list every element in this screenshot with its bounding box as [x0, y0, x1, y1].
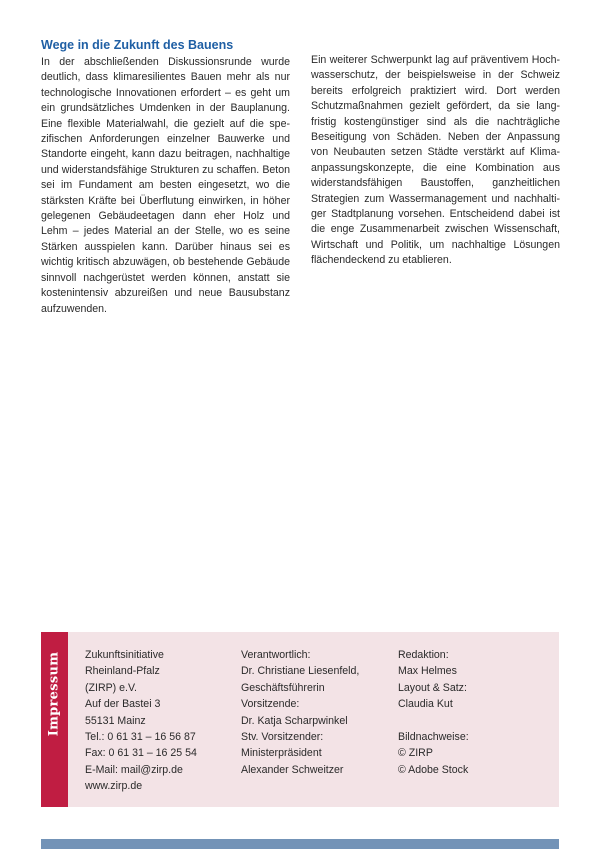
chair-label: Vorsitzende: — [241, 698, 300, 711]
org-name-line-2: Rheinland-Pfalz — [85, 665, 160, 678]
org-website: www.zirp.de — [85, 780, 143, 793]
layout-label: Layout & Satz: — [398, 681, 467, 694]
editorial-label: Redaktion: — [398, 649, 449, 661]
impressum-editorial-column — [398, 647, 469, 778]
org-fax: Fax: 0 61 31 – 16 25 54 — [85, 747, 197, 760]
org-city: 55131 Mainz — [85, 714, 146, 727]
org-email: E-Mail: mail@zirp.de — [85, 763, 183, 776]
image-credit-adobe: © Adobe Stock — [398, 763, 469, 776]
article-heading: Wege in die Zukunft des Bauens — [41, 38, 234, 52]
impressum-title: Impressum — [46, 651, 62, 737]
layout-name: Claudia Kut — [398, 698, 453, 711]
impressum-responsible-column — [241, 647, 359, 778]
org-name-line-1: Zukunftsinitiative — [85, 649, 164, 661]
image-credit-zirp: © ZIRP — [398, 747, 433, 760]
image-credits-label: Bildnachweise: — [398, 731, 469, 744]
editor-name: Max Helmes — [398, 665, 457, 678]
impressum-side-bar — [41, 632, 68, 807]
article-text-right-column: Ein weiterer Schwerpunkt lag auf präventivem Hochwasserschutz, der beispielsweise in der Schweiz bereits erfolgreich praktiziert wird. Dort werden Schutzmaßnahmen gezielt gefördert, da sie langfristig kostengünstiger sind als die nachträgliche Beseitigung von Schäden. Neben der Anpassung von Neubauten setzen Städte verstärkt auf Klimaanpassungskonzepte, die eine Kombination aus widerstandsfähigen Baustoffen, ganzheitlichen Strategien zum Wassermanagement und nachhaltiger Stadtplanung vorsehen. Entscheidend dabei ist die enge Zusammenarbeit zwischen Wissenschaft, Wirtschaft und Politik, um nachhaltige Lösungen flächendeckend zu etablieren. — [311, 54, 560, 267]
impressum-organization-column — [85, 647, 197, 795]
responsible-role: Geschäftsführerin — [241, 681, 325, 694]
article-text-left-column: In der abschließenden Diskussionsrunde wurde deutlich, dass klimaresilientes Bauen mehr als nur technologische Innovationen erfordert – es geht um ein grundsätzliches Umdenken in der Bauplanung. Eine flexible Materialwahl, die gezielt auf die spezifischen Anforderungen einzelner Bauwerke und Standorte eingeht, kann dazu beitragen, nachhaltige und widerstandsfähige Strukturen zu schaffen. Beton sei im Fundament am besten eingesetzt, wo die stärksten Kräfte bei Überflutung einwirken, in höher gelegenen Gebäudeetagen dann eher Holz und Lehm – jedes Material an der Stelle, wo es seine Stärken ausspielen kann. Darüber hinaus sei es wichtig kritisch abzuwägen, ob bestehende Gebäude sinnvoll nachgerüstet werden können, anstatt sie kostenintensiv abzureißen und neue Bausubstanz aufzuwenden. — [41, 56, 290, 315]
chair-name: Dr. Katja Scharpwinkel — [241, 714, 348, 727]
responsible-label: Verantwortlich: — [241, 649, 311, 661]
org-name-line-3: (ZIRP) e.V. — [85, 681, 138, 694]
spacer — [398, 713, 469, 729]
vice-chair-role: Ministerpräsident — [241, 747, 322, 760]
impressum-box — [41, 632, 559, 807]
org-phone: Tel.: 0 61 31 – 16 56 87 — [85, 731, 196, 744]
vice-chair-name: Alexander Schweitzer — [241, 763, 344, 776]
responsible-name: Dr. Christiane Liesenfeld, — [241, 665, 360, 678]
footer-bar — [41, 839, 559, 849]
vice-chair-label: Stv. Vorsitzender: — [241, 731, 324, 744]
org-street: Auf der Bastei 3 — [85, 698, 161, 711]
